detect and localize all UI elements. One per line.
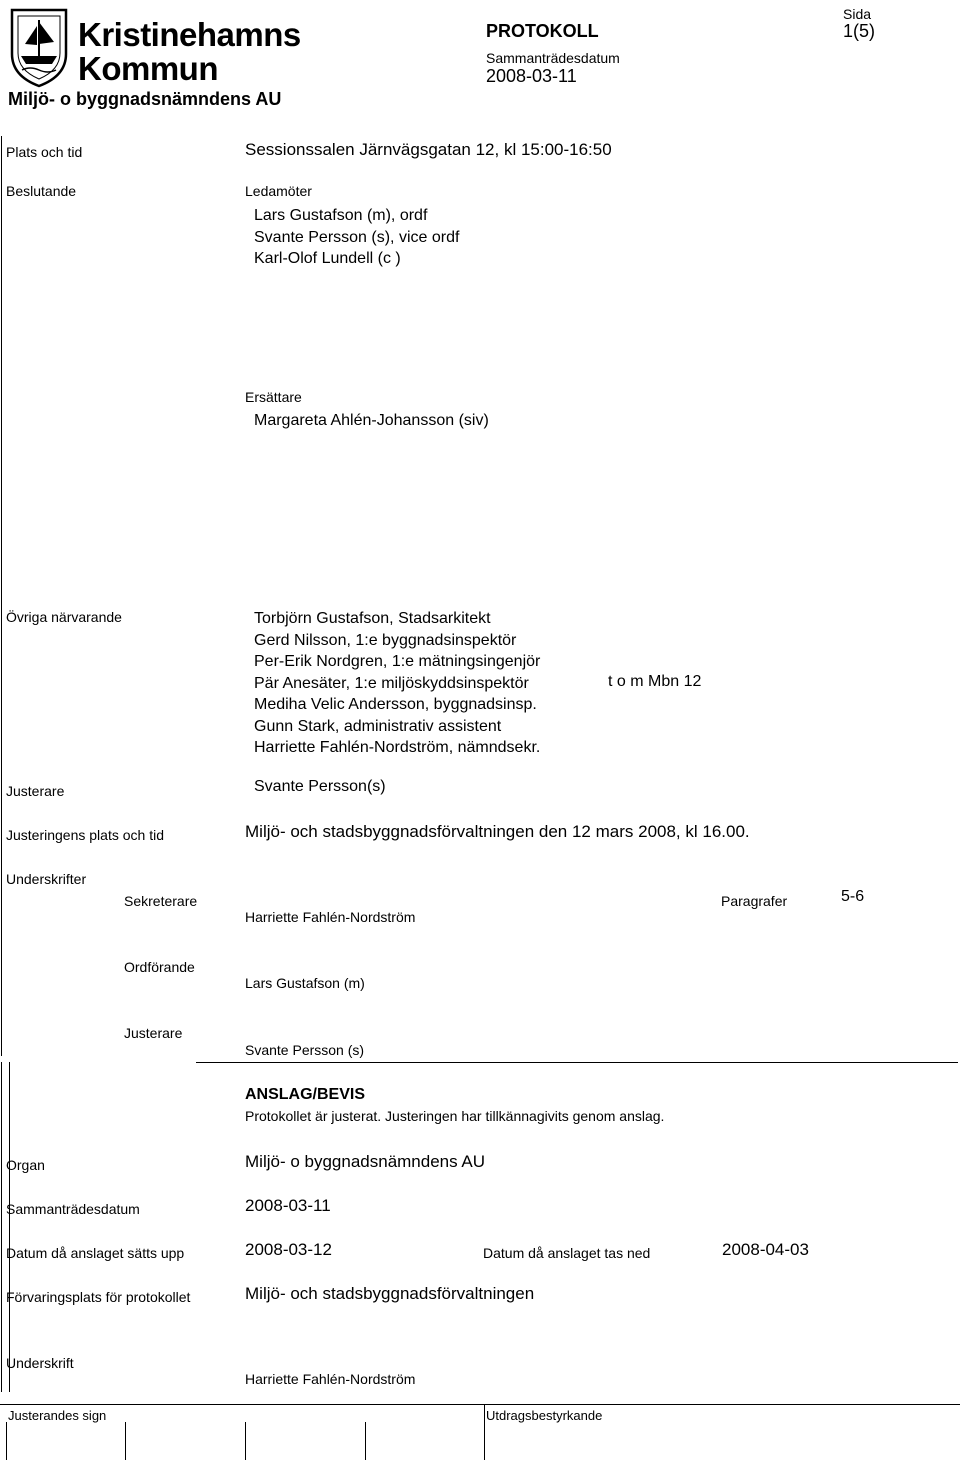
notice-title: ANSLAG/BEVIS xyxy=(245,1086,366,1103)
posted-label: Datum då anslaget sätts upp xyxy=(6,1245,185,1261)
storage-label: Förvaringsplats för protokollet xyxy=(6,1289,191,1305)
member: Svante Persson (s), vice ordf xyxy=(254,228,460,246)
members-label: Ledamöter xyxy=(245,183,312,199)
attendee: Pär Anesäter, 1:e miljöskyddsinspektör xyxy=(254,674,529,692)
header-date: 2008-03-11 xyxy=(486,66,577,86)
adjuster-value: Svante Persson(s) xyxy=(254,778,386,795)
substitutes-label: Ersättare xyxy=(245,389,302,405)
municipal-coat-of-arms-icon xyxy=(8,6,70,88)
secretary-label: Sekreterare xyxy=(124,893,198,909)
member: Lars Gustafson (m), ordf xyxy=(254,207,428,224)
page-label: Sida xyxy=(843,6,872,22)
signatures-rule xyxy=(196,1062,958,1063)
sign-box-divider xyxy=(6,1422,7,1460)
adjusters-sign-label: Justerandes sign xyxy=(8,1408,107,1423)
document-type: PROTOKOLL xyxy=(486,21,599,41)
header-date-label: Sammanträdesdatum xyxy=(486,50,620,66)
adjuster-label: Justerare xyxy=(6,783,65,799)
secretary-name: Harriette Fahlén-Nordström xyxy=(245,909,416,925)
organ-value: Miljö- o byggnadsnämndens AU xyxy=(245,1152,486,1171)
others-label: Övriga närvarande xyxy=(6,609,122,625)
chair-label: Ordförande xyxy=(124,959,195,975)
sign-box-divider xyxy=(484,1404,485,1460)
member: Karl-Olof Lundell (c ) xyxy=(254,250,401,267)
sign-box-divider xyxy=(365,1422,366,1460)
storage-value: Miljö- och stadsbyggnadsförvaltningen xyxy=(245,1284,535,1303)
sign-box-divider xyxy=(245,1422,246,1460)
paragraphs-value: 5-6 xyxy=(841,888,865,905)
attendee: Per-Erik Nordgren, 1:e mätningsingenjör xyxy=(254,653,541,670)
extract-certification-label: Utdragsbestyrkande xyxy=(486,1408,603,1423)
chair-name: Lars Gustafson (m) xyxy=(245,975,365,991)
signatures-label: Underskrifter xyxy=(6,871,87,887)
members-list xyxy=(254,205,459,270)
inner-margin-line xyxy=(9,1062,10,1392)
footer-rule xyxy=(0,1404,960,1405)
removed-date: 2008-04-03 xyxy=(722,1240,809,1259)
left-margin-line-top xyxy=(1,136,2,1056)
place-label: Plats och tid xyxy=(6,144,83,160)
notice-signature-label: Underskrift xyxy=(6,1355,74,1371)
place-value: Sessionssalen Järnvägsgatan 12, kl 15:00-16:50 xyxy=(245,140,612,159)
attendee: Gunn Stark, administrativ assistent xyxy=(254,717,502,735)
attendance-note: t o m Mbn 12 xyxy=(608,673,702,690)
attendee: Mediha Velic Andersson, byggnadsinsp. xyxy=(254,696,537,713)
sign-box-divider xyxy=(125,1422,126,1460)
notice-date: 2008-03-11 xyxy=(245,1196,331,1215)
attendee: Torbjörn Gustafson, Stadsarkitekt xyxy=(254,610,491,627)
committee-name: Miljö- o byggnadsnämndens AU xyxy=(8,89,282,109)
signature-adjuster-label: Justerare xyxy=(124,1025,183,1041)
posted-date: 2008-03-12 xyxy=(245,1240,332,1259)
municipality-name-line2: Kommun xyxy=(78,50,218,87)
adjust-place-value: Miljö- och stadsbyggnadsförvaltningen den 12 mars 2008, kl 16.00. xyxy=(245,822,750,841)
substitute: Margareta Ahlén-Johansson (siv) xyxy=(254,412,489,429)
signature-adjuster-name: Svante Persson (s) xyxy=(245,1042,365,1058)
deciding-label: Beslutande xyxy=(6,183,77,199)
notice-signature-name: Harriette Fahlén-Nordström xyxy=(245,1371,416,1387)
adjust-place-label: Justeringens plats och tid xyxy=(6,827,164,843)
removed-label: Datum då anslaget tas ned xyxy=(483,1245,651,1261)
notice-text: Protokollet är justerat. Justeringen har tillkännagivits genom anslag. xyxy=(245,1108,665,1124)
attendee: Harriette Fahlén-Nordström, nämndsekr. xyxy=(254,739,541,756)
organ-label: Organ xyxy=(6,1157,45,1173)
left-margin-line-bottom xyxy=(1,1062,2,1392)
municipality-name-line1: Kristinehamns xyxy=(78,16,301,53)
attendee: Gerd Nilsson, 1:e byggnadsinspektör xyxy=(254,631,517,649)
others-list xyxy=(254,608,540,759)
notice-date-label: Sammanträdesdatum xyxy=(6,1201,140,1217)
paragraphs-label: Paragrafer xyxy=(721,893,788,909)
page-number: 1(5) xyxy=(843,21,876,41)
